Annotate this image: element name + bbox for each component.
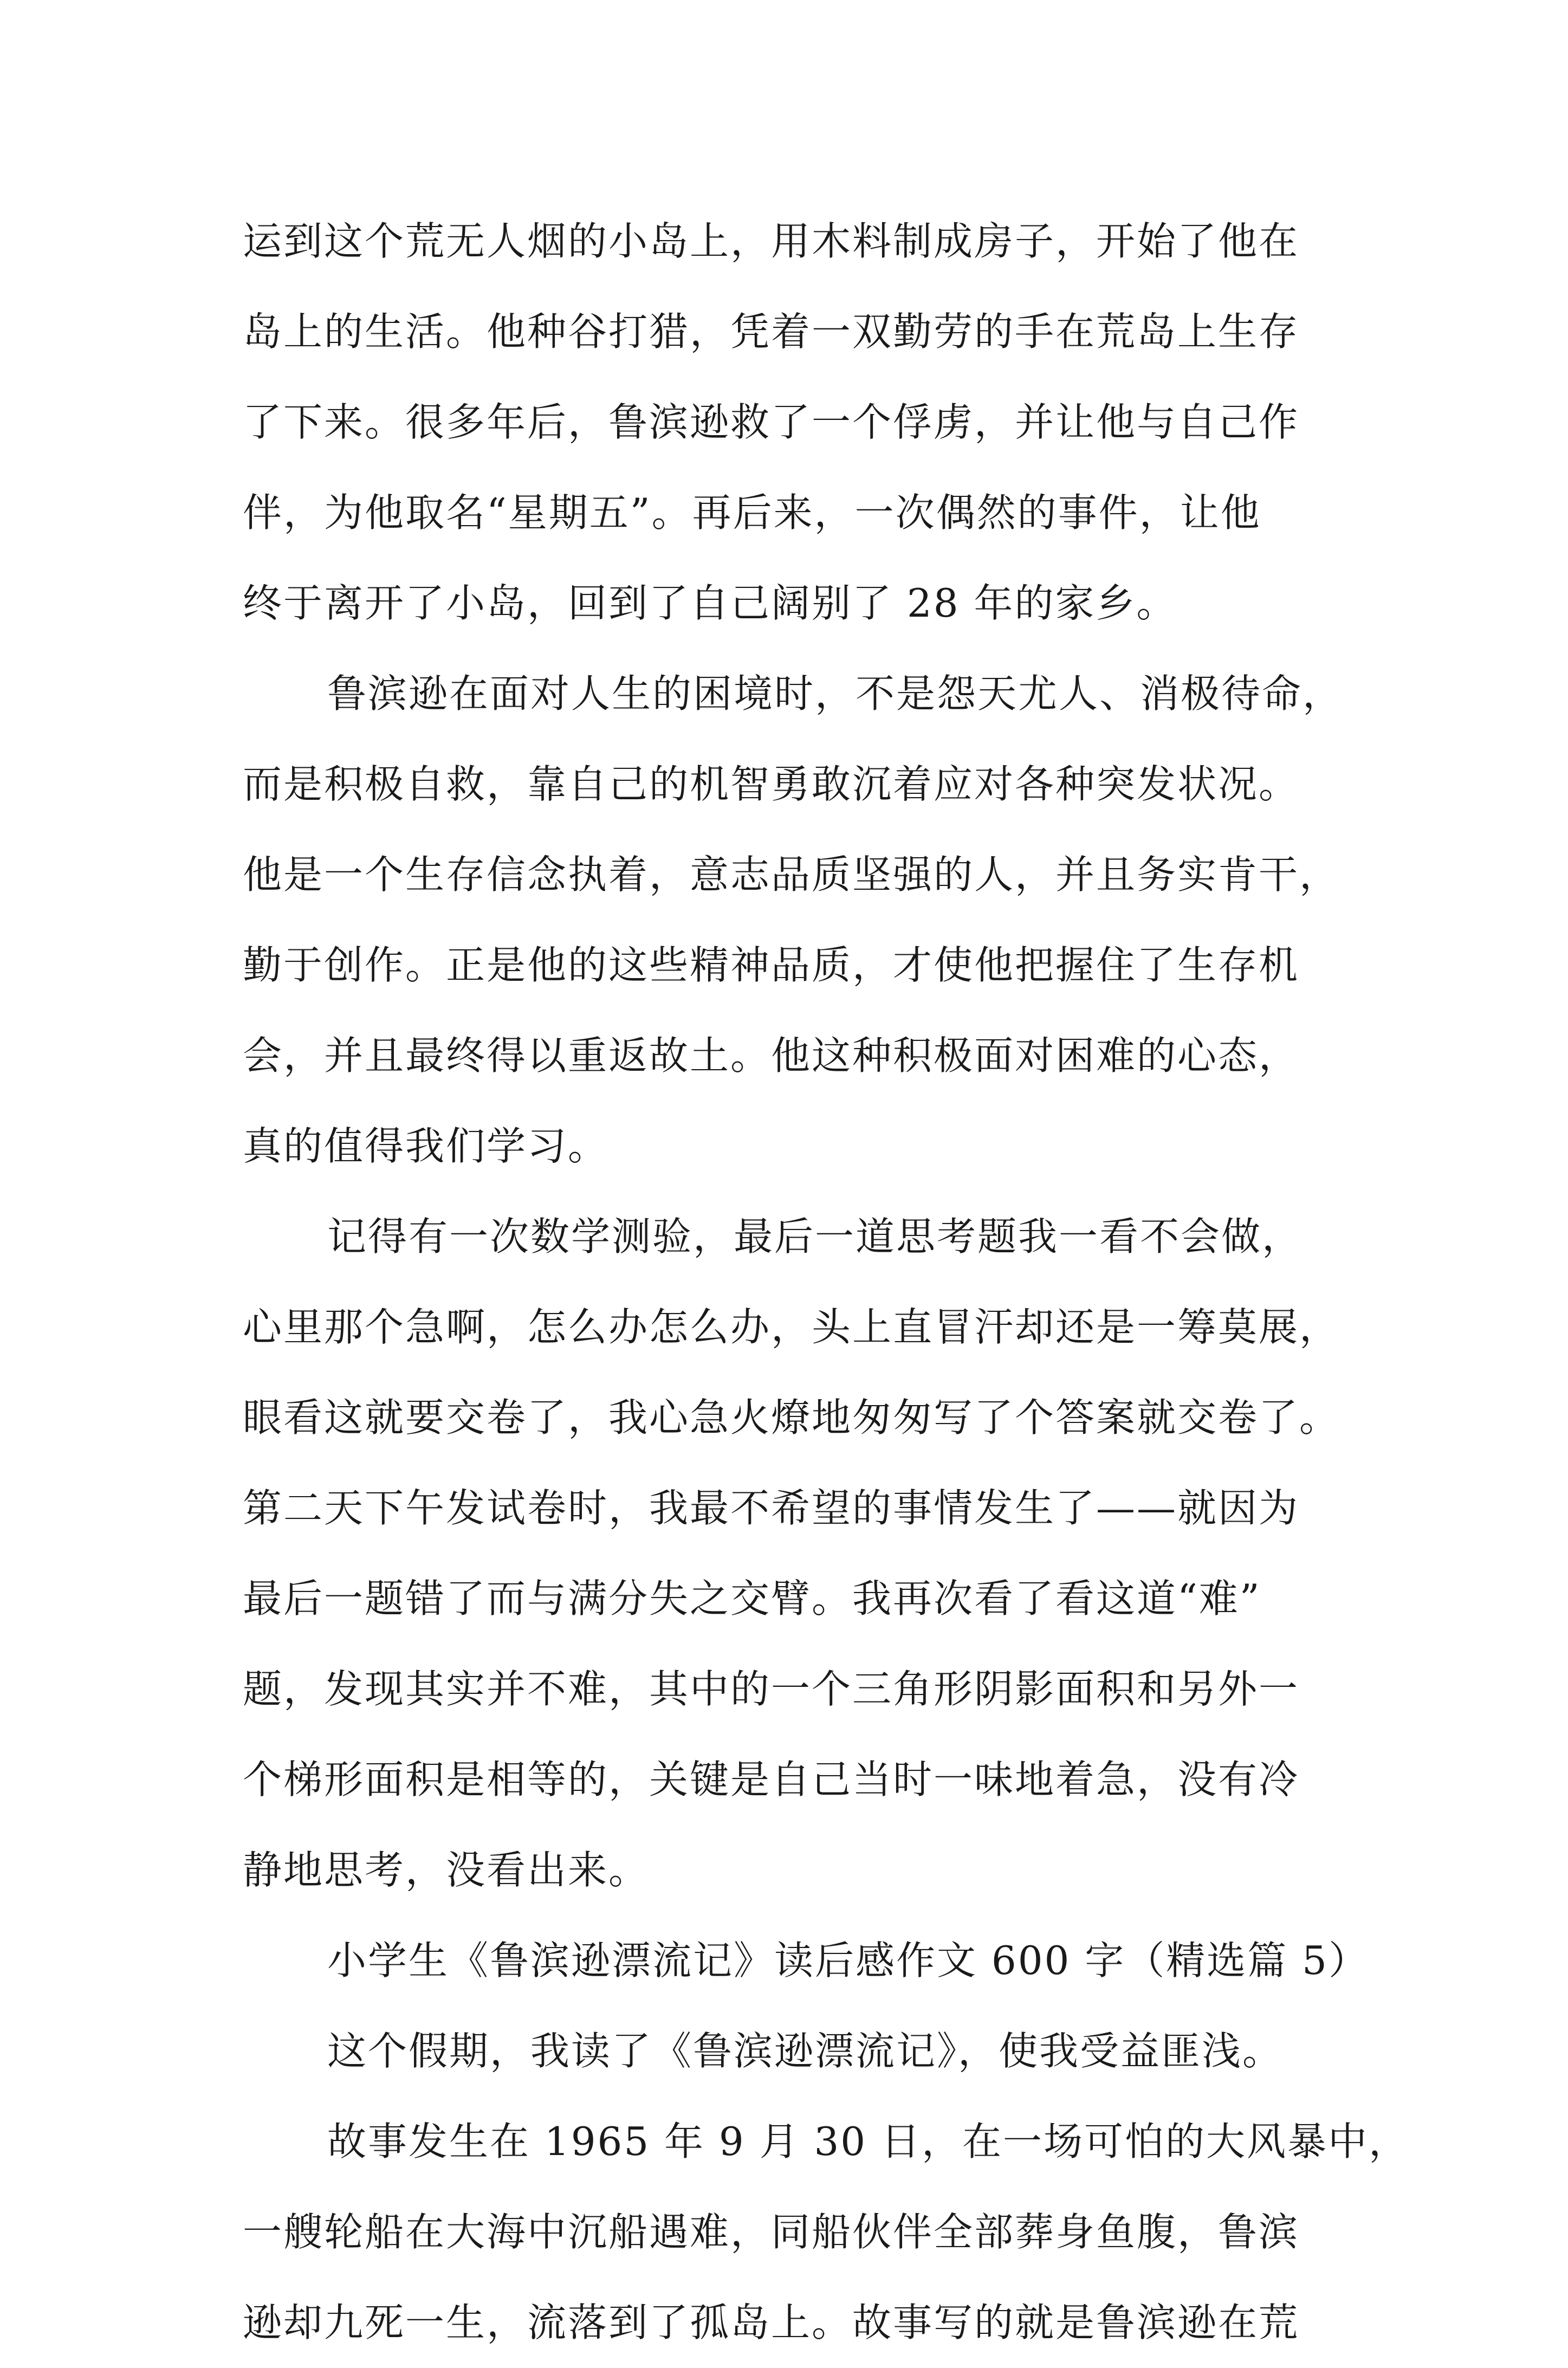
text-line: 会，并且最终得以重返故土。他这种积极面对困难的心态， bbox=[243, 1033, 1300, 1078]
text-line: 一艘轮船在大海中沉船遇难，同船伙伴全部葬身鱼腹，鲁滨 bbox=[243, 2209, 1300, 2255]
text-line: 他是一个生存信念执着，意志品质坚强的人，并且务实肯干， bbox=[243, 852, 1340, 897]
text-line: 而是积极自救，靠自己的机智勇敢沉着应对各种突发状况。 bbox=[243, 761, 1300, 807]
text-line: 第二天下午发试卷时，我最不希望的事情发生了——就因为 bbox=[243, 1485, 1300, 1531]
text-line: 最后一题错了而与满分失之交臂。我再次看了看这道“难” bbox=[243, 1576, 1261, 1621]
text-line: 题，发现其实并不难，其中的一个三角形阴影面积和另外一 bbox=[243, 1666, 1300, 1712]
paragraph-start-line: 这个假期，我读了《鲁滨逊漂流记》，使我受益匪浅。 bbox=[327, 2028, 1284, 2074]
paragraph-start-line: 记得有一次数学测验，最后一道思考题我一看不会做， bbox=[327, 1214, 1303, 1259]
text-line: 真的值得我们学习。 bbox=[243, 1123, 609, 1169]
paragraph-start-line: 鲁滨逊在面对人生的困境时，不是怨天尤人、消极待命， bbox=[327, 671, 1344, 716]
section-heading: 小学生《鲁滨逊漂流记》读后感作文 600 字（精选篇 5） bbox=[327, 1938, 1369, 1983]
text-line: 眼看这就要交卷了，我心急火燎地匆匆写了个答案就交卷了。 bbox=[243, 1395, 1340, 1440]
text-line: 逊却九死一生，流落到了孤岛上。故事写的就是鲁滨逊在荒 bbox=[243, 2300, 1300, 2345]
body-text bbox=[243, 196, 1409, 2368]
text-line: 伴，为他取名“星期五”。再后来，一次偶然的事件，让他 bbox=[243, 490, 1261, 535]
text-line: 心里那个急啊，怎么办怎么办，头上直冒汗却还是一筹莫展， bbox=[243, 1304, 1340, 1350]
text-line: 岛上的生活。他种谷打猎，凭着一双勤劳的手在荒岛上生存 bbox=[243, 309, 1300, 354]
paragraph-start-line: 故事发生在 1965 年 9 月 30 日，在一场可怕的大风暴中， bbox=[327, 2119, 1409, 2164]
text-line: 运到这个荒无人烟的小岛上，用木料制成房子，开始了他在 bbox=[243, 218, 1300, 264]
text-line: 终于离开了小岛，回到了自己阔别了 28 年的家乡。 bbox=[243, 580, 1177, 626]
text-line: 了下来。很多年后，鲁滨逊救了一个俘虏，并让他与自己作 bbox=[243, 399, 1300, 445]
text-line: 个梯形面积是相等的，关键是自己当时一味地着急，没有冷 bbox=[243, 1757, 1300, 1802]
text-line: 勤于创作。正是他的这些精神品质，才使他把握住了生存机 bbox=[243, 942, 1300, 988]
text-line: 静地思考，没看出来。 bbox=[243, 1847, 650, 1893]
